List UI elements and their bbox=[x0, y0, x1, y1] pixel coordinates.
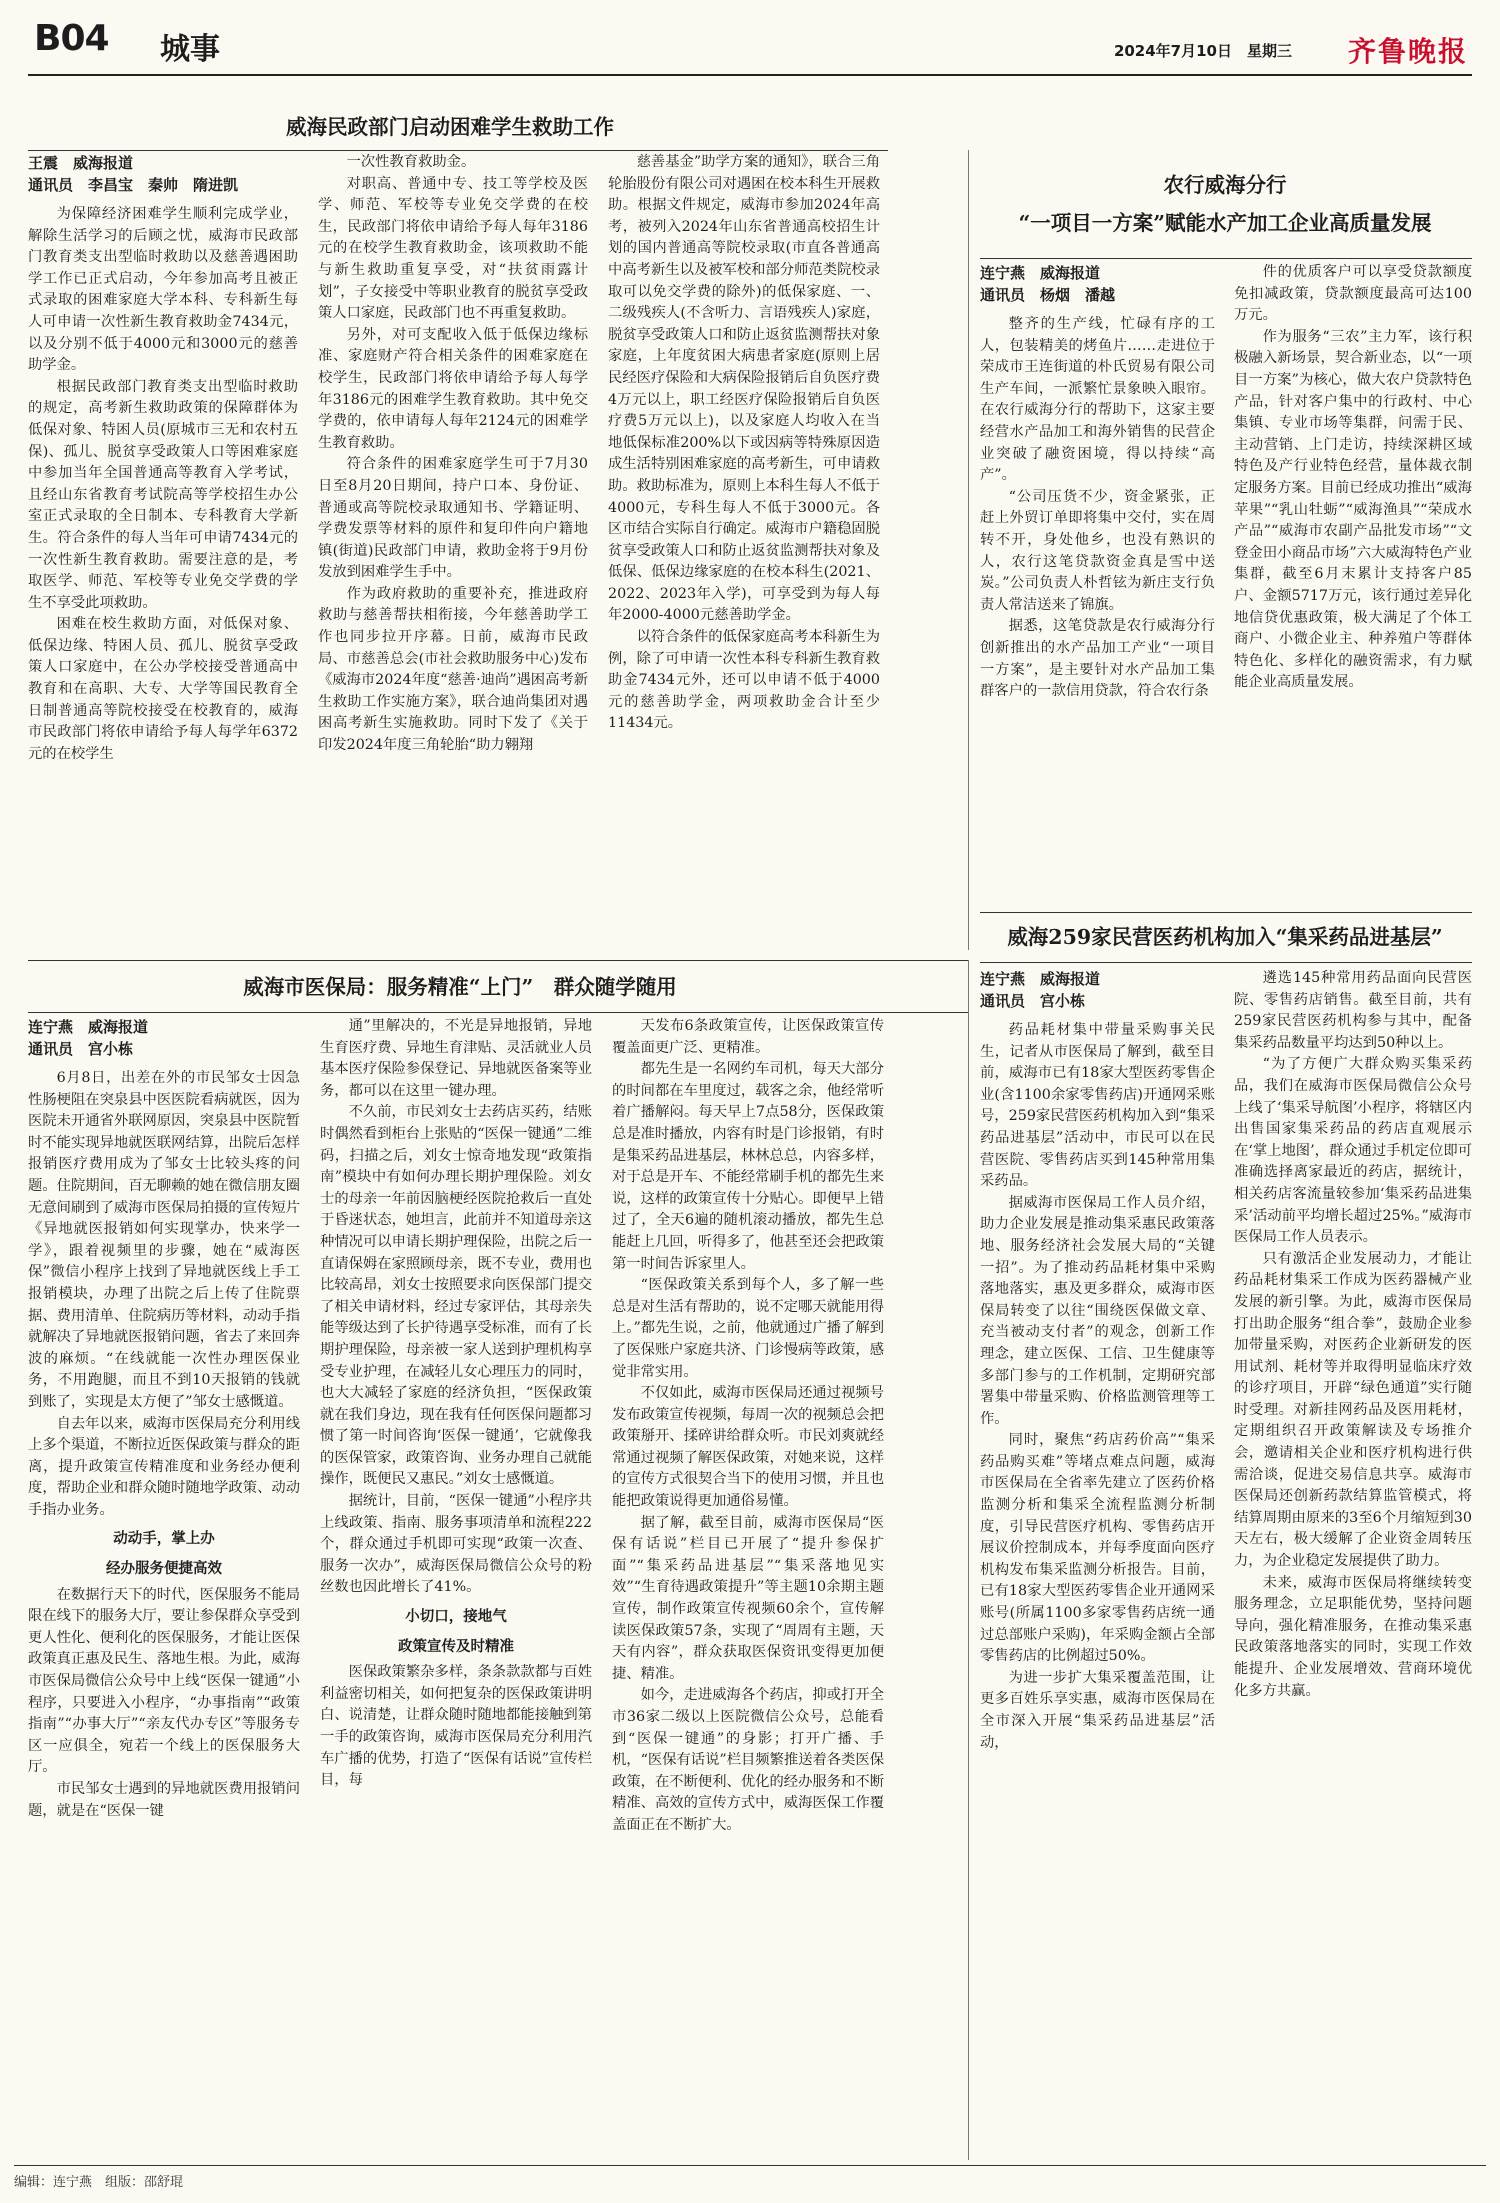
paragraph: 件的优质客户可以享受贷款额度免扣减政策，贷款额度最高可达100万元。 bbox=[1234, 264, 1472, 324]
paragraph: 另外，对可支配收入低于低保边缘标准、家庭财产符合相关条件的困难家庭在校学生，民政部门将依申请给予每人每学年3186元的困难学生教育救助。其中免交学费的，依申请每人每年2124元的困难学生教育救助。 bbox=[318, 326, 588, 451]
article2-col1 bbox=[980, 314, 1215, 854]
paragraph: 作为服务“三农”主力军，该行积极融入新场景，契合新业态，以“一项目一方案”为核心，做大农户贷款特色产品，针对客户集中的行政村、中心集镇、专业市场等集群，问需于民、主动营销、上门走访，持续深耕区域特色及产行业特色经营，量体裁衣制定服务方案。目前已经成功推出“威海苹果”“乳山牡蛎”“威海渔具”“荣成水产品”“威海市农副产品批发市场”“文登金田小商品市场”六大威海特色产业集群，截至6月末累计支持客户85户、金额5717万元，该行通过差异化地信贷优惠政策，极大满足了个体工商户、小微企业主、种养殖户等群体特色化、多样化的融资需求，有力赋能企业高质量发展。 bbox=[1234, 328, 1472, 691]
article4-col2 bbox=[1234, 968, 1472, 2160]
paragraph: 在数据行天下的时代，医保服务不能局限在线下的服务大厅，要让参保群众享受到更人性化、便利化的医保服务，才能让医保政策真正惠及民生、落地生根。为此，威海市医保局微信公众号中上线“医保一键通”小程序，只要进入小程序，“办事指南”“政策指南”“办事大厅”“亲友代办专区”等服务专区一应俱全，宛若一个线上的医保服务大厅。 bbox=[28, 1586, 300, 1776]
paragraph: 符合条件的困难家庭学生可于7月30日至8月20日期间，持户口本、身份证、普通或高等院校录取通知书、学籍证明、学费发票等材料的原件和复印件向户籍地镇(街道)民政部门申请，救助金将于9月份发放到困难学生手中。 bbox=[318, 456, 588, 581]
paragraph: 一次性教育救助金。 bbox=[346, 154, 476, 170]
page-code: B04 bbox=[34, 18, 109, 59]
paragraph: 不仅如此，威海市医保局还通过视频号发布政策宣传视频，每周一次的视频总会把政策掰开、揉碎讲给群众听。市民刘爽就经常通过视频了解医保政策，对她来说，这样的宣传方式很契合当下的使用习惯，并且也能把政策说得更加通俗易懂。 bbox=[612, 1385, 884, 1510]
paragraph: 据了解，截至目前，威海市医保局“医保有话说”栏目已开展了“提升参保扩面”“集采药品进基层”“集采落地见实效”“生育待遇政策提升”等主题10余期主题宣传，制作政策宣传视频60余个，宣传解读医保政策57条，实现了“周周有主题，天天有内容”，群众获取医保资讯变得更加便捷、精准。 bbox=[612, 1514, 884, 1682]
divider bbox=[980, 258, 1472, 259]
paragraph: 6月8日，出差在外的市民邹女士因急性肠梗阻在突泉县中医医院看病就医，因为医院未开通省外联网原因，突泉县中医院暂时不能实现异地就医联网结算，出院后怎样报销医疗费用成为了邹女士比较头疼的问题。住院期间，百无聊赖的她在微信朋友圈无意间刷到了威海市医保局拍摄的宣传短片《异地就医报销如何实现掌办，快来学一学》，跟着视频里的步骤，她在“威海医保”微信小程序上找到了异地就医线上手工报销模块，办理了出院之后上传了住院票据、费用清单、住院病历等材料，动动手指就解决了异地就医报销问题，省去了来回奔波的麻烦。“在线就能一次性办理医保业务，不用跑腿，而且不到10天报销的钱就到账了，实现是太方便了”邹女士感慨道。 bbox=[28, 1070, 300, 1410]
article1-col1 bbox=[28, 204, 298, 944]
article2-title-line1: 农行威海分行 bbox=[1163, 173, 1287, 197]
paragraph: 天发布6条政策宣传，让医保政策宣传覆盖面更广泛、更精准。 bbox=[612, 1018, 884, 1056]
paragraph: 整齐的生产线，忙碌有序的工人，包装精美的烤鱼片……走进位于荣成市王连街道的朴氏贸易有限公司生产车间，一派繁忙景象映入眼帘。在农行威海分行的帮助下，这家主要经营水产品加工和海外销售的民营企业突破了融资困境，得以持续“高产”。 bbox=[980, 316, 1215, 484]
article2-byline: 连宁燕 威海报道 通讯员 杨烟 潘越 bbox=[980, 264, 1116, 304]
page-header bbox=[28, 14, 1472, 76]
article3-col2 bbox=[320, 1016, 592, 2158]
paragraph: 根据民政部门教育类支出型临时救助的规定，高考新生救助政策的保障群体为低保对象、特困人员(原城市三无和农村五保)、孤儿、脱贫享受政策人口等困难家庭中参加当年全国普通高等教育入学考试，且经山东省教育考试院高等学校招生办公室正式录取的全日制本、专科教育大学新生。符合条件的每人当年可申请7434元的一次性新生教育救助。需要注意的是，考取医学、师范、军校等专业免交学费的学生不享受此项救助。 bbox=[28, 378, 298, 611]
paragraph: 不久前，市民刘女士去药店买药，结账时偶然看到柜台上张贴的“医保一键通”二维码，扫描之后，刘女士惊奇地发现“政策指南”模块中有如何办理长期护理保险。刘女士的母亲一年前因脑梗经医院抢救后一直处于昏迷状态，她坦言，此前并不知道母亲这种情况可以申请长期护理保险，出院之后一直请保姆在家照顾母亲，既不专业，费用也比较高昂，刘女士按照要求向医保部门提交了相关申请材料，经过专家评估，其母亲失能等级达到了长护待遇享受标准，而有了长期护理保险，母亲被一家人送到护理机构享受专业护理，在减轻儿女心理压力的同时，也大大减轻了家庭的经济负担，“医保政策就在我们身边，现在我有任何医保问题都习惯了第一时间咨询‘医保一键通’，它就像我的医保管家，政策咨询、业务办理自己就能操作，既便民又惠民。”刘女士感慨道。 bbox=[320, 1104, 592, 1488]
article3-title: 威海市医保局：服务精准“上门” 群众随学随用 bbox=[243, 975, 677, 999]
section-name: 城事 bbox=[160, 32, 220, 67]
paragraph: 药品耗材集中带量采购事关民生，记者从市医保局了解到，截至目前，威海市已有18家大型医药零售企业(含1100余家零售药店)开通网采账号，259家民营医药机构加入到“集采药品进基层”活动中，市民可以在民营医院、零售药店买到145种常用集采药品。 bbox=[980, 1022, 1215, 1190]
footer-divider bbox=[14, 2165, 1486, 2166]
paragraph: 以符合条件的低保家庭高考本科新生为例，除了可申请一次性本科专科新生教育救助金7434元外，还可以申请不低于4000元的慈善助学金，两项救助金合计至少11434元。 bbox=[608, 629, 880, 732]
divider bbox=[980, 962, 1472, 963]
paragraph: 医保政策繁杂多样，条条款款都与百姓利益密切相关，如何把复杂的医保政策讲明白、说清楚，让群众随时随地都能接触到第一手的政策咨询，威海市医保局充分利用汽车广播的优势，打造了“医保有话说”宣传栏目，每 bbox=[320, 1664, 592, 1789]
article1-title: 威海民政部门启动困难学生救助工作 bbox=[286, 115, 614, 139]
paragraph: 为进一步扩大集采覆盖范围，让更多百姓乐享实惠，威海市医保局在全市深入开展“集采药品进基层”活动， bbox=[980, 1669, 1215, 1751]
newspaper-logo: 齐鲁晚报 bbox=[1347, 35, 1468, 68]
article1-byline: 王震 威海报道 通讯员 李昌宝 秦帅 隋进凯 bbox=[28, 154, 239, 194]
paragraph: 为保障经济困难学生顺利完成学业，解除生活学习的后顾之忧，威海市民政部门教育类支出型临时救助以及慈善遇困助学工作已正式启动，今年参加高考且被正式录取的困难家庭大学本科、专科新生每人可申请一次性新生教育救助金7434元，以及分别不低于4000元和3000元的慈善助学金。 bbox=[28, 206, 298, 374]
paragraph: 作为政府救助的重要补充，推进政府救助与慈善帮扶相衔接，今年慈善助学工作也同步拉开序幕。日前，威海市民政局、市慈善总会(市社会救助服务中心)发布《威海市2024年度“慈善·迪尚”遇困高考新生救助工作实施方案》，联合迪尚集团对遇困高考新生实施救助。同时下发了《关于印发2024年度三角轮胎“助力翱翔 bbox=[318, 585, 588, 754]
paragraph: 如今，走进威海各个药店，抑或打开全市36家二级以上医院微信公众号，总能看到“医保一键通”的身影；打开广播、手机，“医保有话说”栏目频繁推送着各类医保政策，在不断便利、优化的经办服务和不断精准、高效的宣传方式中，威海医保工作覆盖面正在不断扩大。 bbox=[612, 1687, 884, 1833]
subheading: 动动手，掌上办 bbox=[113, 1531, 215, 1548]
article1-col2 bbox=[318, 152, 588, 947]
paragraph: 市民邹女士遇到的异地就医费用报销问题，就是在“医保一键 bbox=[28, 1781, 300, 1819]
article4-title: 威海259家民营医药机构加入“集采药品进基层” bbox=[1007, 925, 1443, 949]
paragraph: 通”里解决的，不光是异地报销，异地生育医疗费、异地生育津贴、灵活就业人员基本医疗保险参保登记、异地就医备案等业务，都可以在这里一键办理。 bbox=[320, 1018, 592, 1099]
article3-col1 bbox=[28, 1068, 300, 2158]
paragraph: 同时，聚焦“药店药价高”“集采药品购买难”等堵点难点问题，威海市医保局在全省率先建立了医药价格监测分析和集采全流程监测分析制度，引导民营医疗机构、零售药店开展议价控制成本，并每季度面向医疗机构发布集采监测分析报告。目前，已有18家大型医药零售企业开通网采账号(所属1100多家零售药店统一通过总部账户采购)，年采购金额占全部零售药店的比例超过50%。 bbox=[980, 1432, 1215, 1665]
paragraph: 自去年以来，威海市医保局充分利用线上多个渠道，不断拉近医保政策与群众的距离，提升政策宣传精准度和业务经办便利度，帮助企业和群众随时随地学政策、动动手指办业务。 bbox=[28, 1415, 300, 1518]
paragraph: 未来，威海市医保局将继续转变服务理念，立足职能优势，坚持问题导向，强化精准服务，在推动集采惠民政策落地落实的同时，实现工作效能提升、企业发展增效、营商环境优化多方共赢。 bbox=[1234, 1574, 1472, 1699]
column-rule bbox=[968, 960, 969, 2160]
article4-col1 bbox=[980, 1020, 1215, 2160]
article2-title-line2: “一项目一方案”赋能水产加工企业高质量发展 bbox=[1018, 211, 1432, 235]
subheading: 政策宣传及时精准 bbox=[398, 1638, 514, 1655]
article4-byline: 连宁燕 威海报道 通讯员 宫小栋 bbox=[980, 970, 1101, 1010]
subheading: 小切口，接地气 bbox=[405, 1609, 507, 1626]
divider bbox=[980, 912, 1472, 913]
subheading: 经办服务便捷高效 bbox=[106, 1561, 222, 1578]
divider bbox=[28, 150, 888, 151]
divider bbox=[28, 960, 968, 961]
article3-byline: 连宁燕 威海报道 通讯员 宫小栋 bbox=[28, 1018, 149, 1058]
paragraph: 困难在校生救助方面，对低保对象、低保边缘、特困人员、孤儿、脱贫享受政策人口家庭中，在公办学校接受普通高中教育和在高职、大专、大学等国民教育全日制普通高等院校接受在校教育的，威海市民政部门将依申请给予每人每学年6372元的在校学生 bbox=[28, 616, 298, 762]
paragraph: “为了方便广大群众购买集采药品，我们在威海市医保局微信公众号上线了‘集采导航图’小程序，将辖区内出售国家集采药品的药店直观展示在‘掌上地图’，群众通过手机定位即可准确选择离家最近的药店，据统计，相关药店客流量较参加‘集采药品进集采’活动前平均增长超过25%。”威海市医保局工作人员表示。 bbox=[1234, 1056, 1472, 1246]
paragraph: 据统计，目前，“医保一键通”小程序共上线政策、指南、服务事项清单和流程222个，群众通过手机即可实现“政策一次查、服务一次办”，威海医保局微信公众号的粉丝数也因此增长了41%。 bbox=[320, 1493, 592, 1596]
paragraph: 对职高、普通中专、技工等学校及医学、师范、军校等专业免交学费的在校生，民政部门将依申请给予每人每年3186元的在校学生教育救助金，该项救助不能与新生救助重复享受，对“扶贫雨露计划”，子女接受中等职业教育的脱贫享受政策人口家庭，民政部门也不再重复救助。 bbox=[318, 175, 588, 322]
column-rule bbox=[968, 150, 969, 950]
page-footer: 编辑：连宁燕 组版：邵舒琨 bbox=[14, 2175, 184, 2190]
paragraph: 据悉，这笔贷款是农行威海分行创新推出的水产品加工产业“一项目一方案”，是主要针对水产品加工集群客户的一款信用贷款，符合农行条 bbox=[980, 618, 1215, 700]
paragraph: 只有激活企业发展动力，才能让药品耗材集采工作成为医药器械产业发展的新引擎。为此，威海市医保局打出助企服务“组合拳”，鼓励企业参加带量采购，对医药企业新研发的医用试剂、耗材等并取得明显临床疗效的诊疗项目，开辟“绿色通道”实行随时受理。对新挂网药品及医用耗材，定期组织召开政策解读及专场推介会，邀请相关企业和医疗机构进行供需洽谈，促进交易信息共享。威海市医保局还创新药款结算监管模式，将结算周期由原来的3至6个月缩短到30天左右，极大缓解了企业资金周转压力，为企业稳定发展提供了助力。 bbox=[1234, 1250, 1472, 1570]
paragraph: 遴选145种常用药品面向民营医院、零售药店销售。截至目前，共有259家民营医药机构参与其中，配备集采药品数量平均达到50种以上。 bbox=[1234, 970, 1472, 1051]
paragraph: “公司压货不少，资金紧张，正赶上外贸订单即将集中交付，实在周转不开，身处他乡，也没有熟识的人，农行这笔贷款资金真是雪中送炭。”公司负责人朴哲铉为新庄支行负责人常洁送来了锦旗。 bbox=[980, 488, 1215, 613]
paragraph: 据威海市医保局工作人员介绍，助力企业发展是推动集采惠民政策落地、服务经济社会发展大局的“关键一招”。为了推动药品耗材集中采购落地落实，惠及更多群众，威海市医保局转变了以往“围绕医保做文章、充当被动支付者”的观念，创新工作理念，建立医保、工信、卫生健康等多部门参与的工作机制，定期研究部署集中带量采购、价格监测管理等工作。 bbox=[980, 1194, 1215, 1427]
article1-col3 bbox=[608, 152, 880, 947]
article2-col2 bbox=[1234, 262, 1472, 857]
paragraph: 慈善基金”助学方案的通知》，联合三角轮胎股份有限公司对遇困在校本科生开展救助。根据文件规定，威海市参加2024年高考，被列入2024年山东省普通高校招生计划的国内普通高等院校录取(市直各普通高中高考新生以及被军校和部分师范类院校录取可以免交学费的除外)的低保家庭、一、二级残疾人(不含听力、言语残疾人)家庭，脱贫享受政策人口和防止返贫监测帮扶对象家庭，上年度贫困大病患者家庭(原则上居民经医疗保险和大病保险报销后自负医疗费4万元以上，职工经医疗保险报销后自负医疗费5万元以上)，以及家庭人均收入在当地低保标准200%以下或因病等特殊原因造成生活特别困难家庭的高考新生，可申请救助。救助标准为，原则上本科生每人不低于4000元，专科生每人不低于3000元。各区市结合实际自行确定。威海市户籍稳固脱贫享受政策人口和防止返贫监测帮扶对象及低保、低保边缘家庭的在校本科生(2021、2022、2023年入学)，可享受到为每人每年2000-4000元慈善助学金。 bbox=[608, 154, 880, 624]
article3-col3 bbox=[612, 1016, 884, 2158]
divider bbox=[28, 1012, 968, 1013]
issue-date: 2024年7月10日 星期三 bbox=[1113, 42, 1292, 60]
paragraph: 都先生是一名网约车司机，每天大部分的时间都在车里度过，载客之余，他经常听着广播解闷。每天早上7点58分，医保政策总是准时播放，内容有时是门诊报销，有时是集采药品进基层，林林总总，内容多样，对于总是开车、不能经常刷手机的都先生来说，这样的政策宣传十分贴心。即便早上错过了，全天6遍的随机滚动播放，都先生总能赶上几回，听得多了，他甚至还会把政策第一时间告诉家里人。 bbox=[612, 1061, 884, 1272]
paragraph: “医保政策关系到每个人，多了解一些总是对生活有帮助的，说不定哪天就能用得上。”都先生说，之前，他就通过广播了解到了医保账户家庭共济、门诊慢病等政策，感觉非常实用。 bbox=[612, 1277, 884, 1380]
